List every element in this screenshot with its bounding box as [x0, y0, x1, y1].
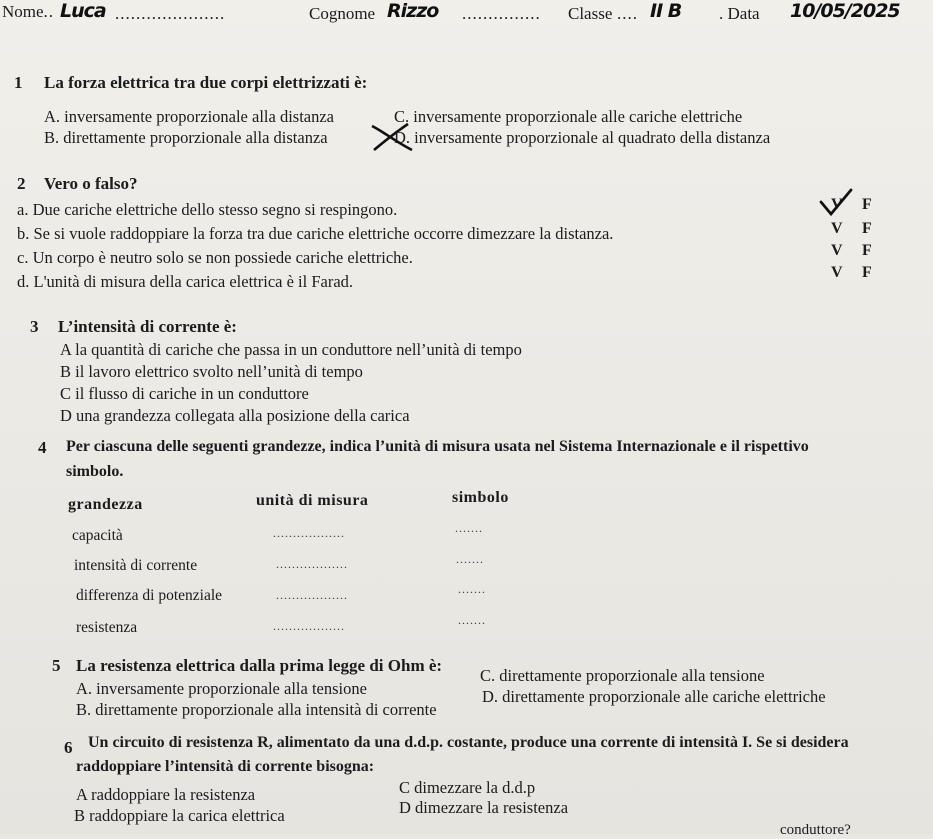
q4-row-ddp-symbol-blank: ....... [458, 582, 486, 596]
q3-number: 3 [30, 317, 39, 336]
q4-header-quantity: grandezza [68, 496, 143, 513]
q2-statement-b: b. Se si vuole raddoppiare la forza tra due cariche elettriche occorre dimezzare la distanza. [17, 224, 614, 243]
q1-option-b: B. direttamente proporzionale alla distanza [44, 128, 328, 147]
q2-statement-d: d. L'unità di misura della carica elettrica è il Farad. [17, 272, 354, 291]
q3-option-a: A la quantità di cariche che passa in un conduttore nell’unità di tempo [60, 340, 522, 359]
q4-row-ddp: differenza di potenziale [76, 587, 223, 604]
name-label: Nome.. [2, 2, 55, 21]
q2-d-false: F [862, 264, 872, 281]
q1-number: 1 [14, 73, 23, 92]
surname-dots: ............... [462, 4, 541, 23]
q3-option-c: C il flusso di cariche in un conduttore [60, 384, 309, 403]
surname-handwritten: Rizzo [387, 0, 439, 22]
q6-number: 6 [64, 738, 73, 757]
q4-header-symbol: simbolo [452, 489, 509, 506]
q4-title-line1: Per ciascuna delle seguenti grandezze, indica l’unità di misura usata nel Sistema Internazionale e il rispettivo [66, 438, 809, 455]
q4-title-line2: simbolo. [66, 463, 124, 480]
q6-option-a: A raddoppiare la resistenza [76, 785, 256, 804]
class-dots: .... [617, 4, 638, 23]
q2-statement-c: c. Un corpo è neutro solo se non possiede cariche elettriche. [17, 248, 413, 267]
q2-b-true: V [831, 220, 843, 237]
q2-title: Vero o falso? [44, 174, 138, 193]
q4-row-capacita: capacità [72, 527, 123, 544]
q4-row-intensita-unit-blank: .................. [276, 557, 348, 571]
q4-row-resistenza-symbol-blank: ....... [458, 613, 486, 627]
q1-option-a: A. inversamente proporzionale alla distanza [44, 107, 335, 126]
q6-title-line2: raddoppiare l’intensità di corrente bisogna: [76, 758, 375, 775]
q4-row-capacita-symbol-blank: ....... [455, 521, 483, 535]
q4-row-intensita: intensità di corrente [74, 557, 198, 574]
q4-row-intensita-symbol-blank: ....... [456, 552, 484, 566]
q4-number: 4 [38, 438, 47, 457]
q1-option-c: C. inversamente proporzionale alle cariche elettriche [394, 107, 743, 126]
q2-a-check-mark [815, 186, 855, 218]
q2-statement-a: a. Due cariche elettriche dello stesso segno si respingono. [17, 200, 398, 219]
q2-d-true: V [831, 264, 843, 281]
q3-option-d: D una grandezza collegata alla posizione della carica [60, 406, 410, 425]
q4-row-ddp-unit-blank: .................. [276, 588, 348, 602]
q4-row-resistenza-unit-blank: .................. [273, 619, 345, 633]
q1-option-d: D. inversamente proporzionale al quadrato della distanza [394, 128, 771, 147]
q5-number: 5 [52, 656, 61, 675]
q5-option-c: C. direttamente proporzionale alla tensione [480, 666, 765, 685]
q5-option-d: D. direttamente proporzionale alle cariche elettriche [482, 687, 826, 706]
q3-title: L’intensità di corrente è: [58, 317, 237, 336]
q1-answer-cross-mark [368, 120, 420, 154]
q2-a-false: F [862, 196, 872, 213]
q2-c-false: F [862, 242, 872, 259]
q2-number: 2 [17, 174, 26, 193]
q6-option-c: C dimezzare la d.d.p [399, 778, 536, 797]
q4-row-capacita-unit-blank: .................. [273, 526, 345, 540]
date-label: . Data [719, 4, 760, 23]
q6-option-b: B raddoppiare la carica elettrica [74, 806, 285, 825]
q3-option-b: B il lavoro elettrico svolto nell’unità di tempo [60, 362, 363, 381]
name-handwritten: Luca [60, 0, 106, 22]
q6-option-d: D dimezzare la resistenza [399, 798, 569, 817]
q2-c-true: V [831, 242, 843, 259]
q5-option-b: B. direttamente proporzionale alla intensità di corrente [76, 700, 437, 719]
q1-title: La forza elettrica tra due corpi elettrizzati è: [44, 73, 368, 92]
q2-a-true: V [831, 196, 843, 213]
q5-title: La resistenza elettrica dalla prima legge di Ohm è: [76, 656, 443, 675]
class-label: Classe [568, 4, 613, 23]
q4-row-resistenza: resistenza [76, 619, 138, 636]
cut-off-footer-text: conduttore? [780, 822, 851, 838]
date-handwritten: 10/05/2025 [790, 0, 900, 22]
surname-label: Cognome [309, 4, 376, 23]
q4-header-unit: unità di misura [256, 492, 369, 509]
name-dots: ..................... [115, 4, 226, 23]
q2-b-false: F [862, 220, 872, 237]
q6-title-line1: Un circuito di resistenza R, alimentato da una d.d.p. costante, produce una corrente di intensità I. Se si desidera [88, 734, 849, 751]
q5-option-a: A. inversamente proporzionale alla tensione [76, 679, 367, 698]
class-handwritten: II B [650, 0, 682, 22]
